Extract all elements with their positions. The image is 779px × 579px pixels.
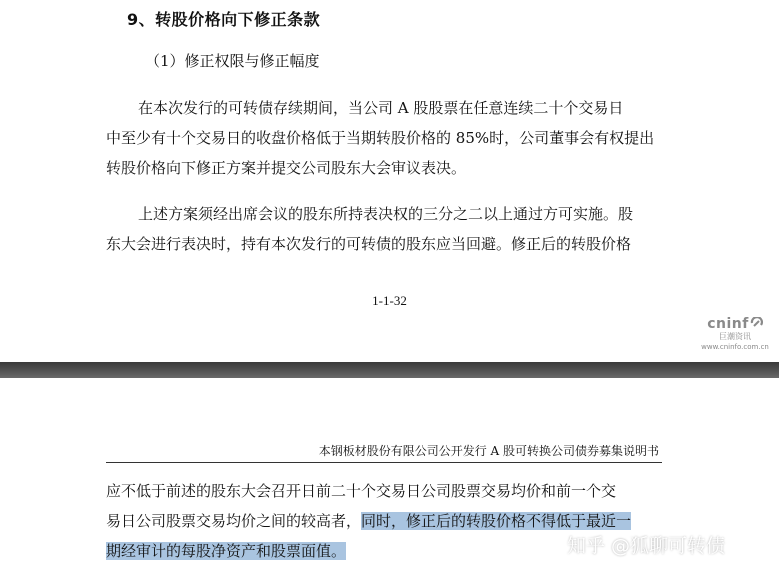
cninfo-logo-sub: 巨潮资讯 <box>719 332 751 341</box>
paragraph-1-line: 在本次发行的可转债存续期间，当公司 A 股股票在任意连续二十个交易日 <box>138 99 624 117</box>
cninfo-watermark <box>699 316 771 352</box>
highlighted-text: 同时，修正后的转股价格不得低于最近一 <box>361 512 632 530</box>
paragraph-1-line: 转股价格向下修正方案并提交公司股东大会审议表决。 <box>106 159 467 177</box>
paragraph-2-line: 上述方案须经出席会议的股东所持表决权的三分之二以上通过方可实施。股 <box>138 205 634 223</box>
paragraph-1-line: 中至少有十个交易日的收盘价格低于当期转股价格的 85%时，公司董事会有权提出 <box>106 129 655 147</box>
highlighted-text: 期经审计的每股净资产和股票面值。 <box>106 542 347 560</box>
page-divider <box>0 362 779 378</box>
header-rule <box>106 462 662 463</box>
cninfo-url: www.cninfo.com.cn <box>701 343 769 351</box>
paragraph-3-text: 易日公司股票交易均价之间的较高者， <box>106 512 362 530</box>
paragraph-2-line: 东大会进行表决时，持有本次发行的可转债的股东应当回避。修正后的转股价格 <box>106 235 632 253</box>
document-header: 本钢板材股份有限公司公开发行 A 股可转换公司债券募集说明书 <box>318 444 659 458</box>
paragraph-3-line: 应不低于前述的股东大会召开日前二十个交易日公司股票交易均价和前一个交 <box>106 482 617 500</box>
subheading: （1）修正权限与修正幅度 <box>145 52 320 70</box>
section-heading: 9、转股价格向下修正条款 <box>127 10 321 29</box>
cninfo-logo-icon: cninf <box>699 316 771 332</box>
paragraph-1 <box>106 93 662 183</box>
zhihu-watermark: 知乎 @狐聊可转债 <box>567 535 726 557</box>
page-number: 1-1-32 <box>372 293 407 308</box>
paragraph-2 <box>106 199 662 259</box>
